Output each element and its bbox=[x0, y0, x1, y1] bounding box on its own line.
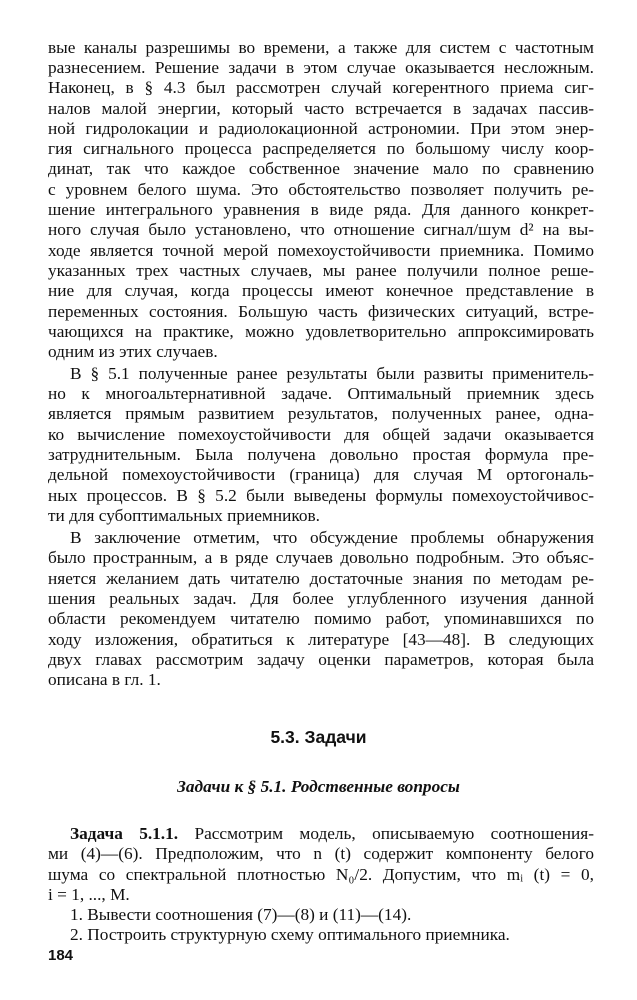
text-line: является прямым развитием результатов, полученных ранее, одна- bbox=[48, 404, 594, 423]
text-line: затруднительным. Была получена довольно простая формула пре- bbox=[48, 445, 594, 464]
text-line: было пространным, а в ряде случаев довольно подробным. Это объяс- bbox=[48, 548, 594, 567]
text-line: ходу изложения, обратиться к литературе [43—48]. В следующих bbox=[48, 630, 594, 649]
text-line: В § 5.1 полученные ранее результаты были развиты применитель- bbox=[70, 364, 594, 383]
text-line: ко вычисление помехоустойчивости для общей задачи оказывается bbox=[48, 425, 594, 444]
problem-text: Рассмотрим модель, описываемую соотношения- bbox=[194, 824, 594, 843]
text-line: указанных трех частных случаев, мы ранее получили полное реше- bbox=[48, 261, 594, 280]
page-number: 184 bbox=[48, 947, 74, 964]
text-line bbox=[70, 824, 594, 844]
text-line: чающихся на практике, можно удовлетворительно аппроксимировать bbox=[48, 322, 594, 341]
text-line: одним из этих случаев. bbox=[48, 342, 218, 361]
text-line: описана в гл. 1. bbox=[48, 670, 161, 689]
section-heading: 5.3. Задачи bbox=[270, 727, 367, 747]
text-line: динат, так что каждое собственное значение мало по сравнению bbox=[48, 159, 594, 178]
text-line: гия сигнального процесса распределяется по большому числу коор- bbox=[48, 139, 594, 158]
text-line: Наконец, в § 4.3 был рассмотрен случай когерентного приема сиг- bbox=[48, 78, 594, 97]
text-line: ного случая было установлено, что отношение сигнал/шум d² на вы- bbox=[48, 220, 594, 239]
text-line: разнесением. Решение задачи в этом случае оказывается несложным. bbox=[48, 58, 594, 77]
text-line: В заключение отметим, что обсуждение проблемы обнаружения bbox=[70, 528, 594, 547]
text-line: ми (4)—(6). Предположим, что n (t) содержит компоненту белого bbox=[48, 844, 594, 863]
subsection-heading: Задачи к § 5.1. Родственные вопросы bbox=[177, 777, 460, 796]
text-line: ной гидролокации и радиолокационной астрономии. При этом энер- bbox=[48, 119, 594, 138]
text-line: но к многоальтернативной задаче. Оптимальный приемник здесь bbox=[48, 384, 594, 403]
text-line: ных процессов. В § 5.2 были выведены формулы помехоустойчивос- bbox=[48, 486, 594, 505]
problem-label: Задача 5.1.1. bbox=[70, 824, 179, 843]
text-line: шение интегрального уравнения в виде ряда. Для данного конкрет- bbox=[48, 200, 594, 219]
text-line: области рекомендуем читателю помимо работ, упоминавшихся по bbox=[48, 609, 594, 628]
text-line: переменных состояния. Большую часть физических ситуаций, встре- bbox=[48, 302, 594, 321]
text-line: двух главах рассмотрим задачу оценки параметров, которая была bbox=[48, 650, 594, 669]
text-line: няется желанием дать читателю достаточные знания по методам ре- bbox=[48, 569, 594, 588]
text-line: вые каналы разрешимы во времени, а также для систем с частотным bbox=[48, 38, 594, 57]
text-line: дельной помехоустойчивости (граница) для случая M ортогональ- bbox=[48, 465, 594, 484]
text-line: ние для случая, когда процессы имеют конечное представление в bbox=[48, 281, 594, 300]
text-line: ти для субоптимальных приемников. bbox=[48, 506, 320, 525]
text-line: с уровнем белого шума. Это обстоятельство позволяет получить ре- bbox=[48, 180, 594, 199]
list-item: 1. Вывести соотношения (7)—(8) и (11)—(14). bbox=[70, 905, 412, 924]
text-line: шума со спектральной плотностью N₀/2. Допустим, что mᵢ (t) = 0, bbox=[48, 865, 594, 884]
text-line: ходе является точной мерой помехоустойчивости приемника. Помимо bbox=[48, 241, 594, 260]
text-line: шения реальных задач. Для более углубленного изучения данной bbox=[48, 589, 594, 608]
text-line: налов малой энергии, который часто встречается в задачах пассив- bbox=[48, 99, 594, 118]
text-line: i = 1, ..., M. bbox=[48, 885, 130, 904]
list-item: 2. Построить структурную схему оптимального приемника. bbox=[70, 925, 510, 944]
